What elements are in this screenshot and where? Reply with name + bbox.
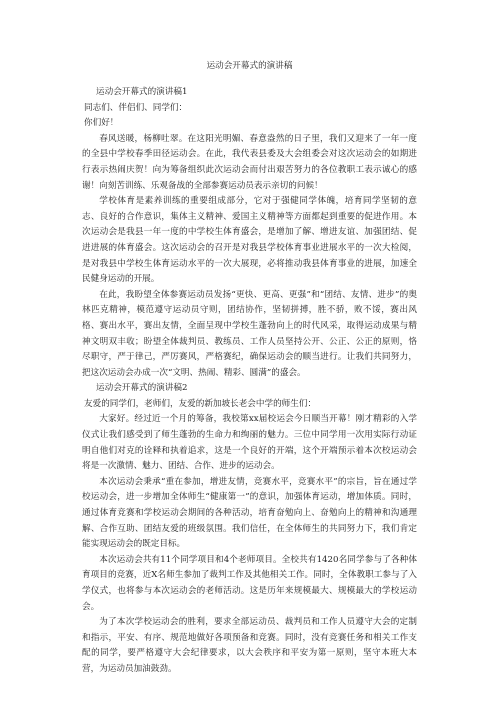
speech2-salutation: 友爱的同学们，老师们，友爱的新加坡长老会中学的师生们： [84,398,317,409]
speech2-heading: 运动会开幕式的演讲稿2 [96,383,188,394]
speech1-greeting: 你们好！ [84,118,119,129]
speech2-paragraph: 本次运动会秉承“重在参加，增进友情，竞赛水平，竞赛水平”的宗旨，旨在通过学校运动会，进一步增加全体师生“健康第一”的意识，加强体育运动，增加体质。同时，通过体育竞赛和学校运动会期间的各种活动，培育奋勉向上、奋勉向上的精神和沟通理解、合作互助、团结友爱的班级氛围。我们信任，在全体师生的共同努力下，我们肯定能实现运动会的既定目标。 [82,476,417,550]
document-page [82,58,417,678]
speech2-paragraph: 为了本次学校运动会的胜利，要求全部运动员、裁判员和工作人员遵守大会的定制和指示，平安、有序、规范地做好各项预备和竞赛。同时，没有竞赛任务和相关工作支配的同学，要严格遵守大会纪律要求，以大会秩序和平安为第一原则，坚守本班大本营，为运动员加油鼓劲。 [82,617,417,674]
speech2-paragraph: 本次运动会共有11个同学项目和4个老师项目。全校共有1420名同学参与了各种体育项目的竞赛，近X名师生参加了裁判工作及其他相关工作。同时，全体教职工参与了入学仪式，也将参与本次运动会的老师活动。这是历年来规模最大、规模最大的学校运动会。 [82,554,417,612]
speech2-paragraph: 大家好。经过近一个月的筹备，我校第xx届校运会今日顺当开幕！刚才精彩的入学仪式让我们感受到了师生蓬勃的生命力和绚丽的魅力。三位中同学用一次用实际行动证明自他们对克的诠释和执着追求，这是一个良好的开端，这个开端预示着本次校运动会将是一次激情、魅力、团结、合作、进步的运动会。 [82,414,417,472]
speech1-paragraph: 春风送暖，杨柳吐翠。在这阳光明媚、春意盎然的日子里，我们又迎来了一年一度的全县中学校春季田径运动会。在此，我代表县委及大会组委会对这次运动会的如期进行表示热闹庆贺！向为筹备组织此次运动会而付出艰苦努力的各位教职工表示诚心的感谢！向刻苦训练、乐观备战的全部参赛运动员表示亲切的问候！ [82,133,417,191]
speech1-heading: 运动会开幕式的演讲稿1 [96,87,188,97]
speech1-paragraph: 学校体育是素养训练的重要组成部分，它对于强健同学体魄，培育同学坚韧的意志、良好的合作意识，集体主义精神、爱国主义精神等方面都起到重要的促进作用。本次运动会是我县一年一度的中学校生体育盛会，是增加了解、增进友谊、加强团结、促进进展的体育盛会。这次运动会的召开是对我县学校体育事业进展水平的一次大检阅，是对我县中学校生体育运动水平的一次大展现，必将推动我县体育事业的进展，加速全民健身运动的开展。 [82,196,417,285]
speech1-salutation: 同志们、伴侣们、同学们： [84,102,188,113]
document-title: 运动会开幕式的演讲稿 [206,61,293,71]
speech1-paragraph: 在此，我盼望全体参赛运动员发扬“更快、更高、更强”和“团结、友情、进步”的奥林匹克精神，模范遵守运动员守则，团结协作，坚韧拼搏，胜不骄，败不馁，赛出风格、赛出水平，赛出友情，全面呈现中学校生蓬勃向上的时代风采，取得运动成果与精神文明双丰收；盼望全体裁判员、教练员、工作人员坚持公开、公正、公正的原则，恪尽职守，严于律己，严厉赛风，严格赛纪，确保运动会的顺当进行。让我们共同努力，把这次运动会办成一次“文明、热闹、精彩、圆满”的盛会。 [82,289,417,378]
